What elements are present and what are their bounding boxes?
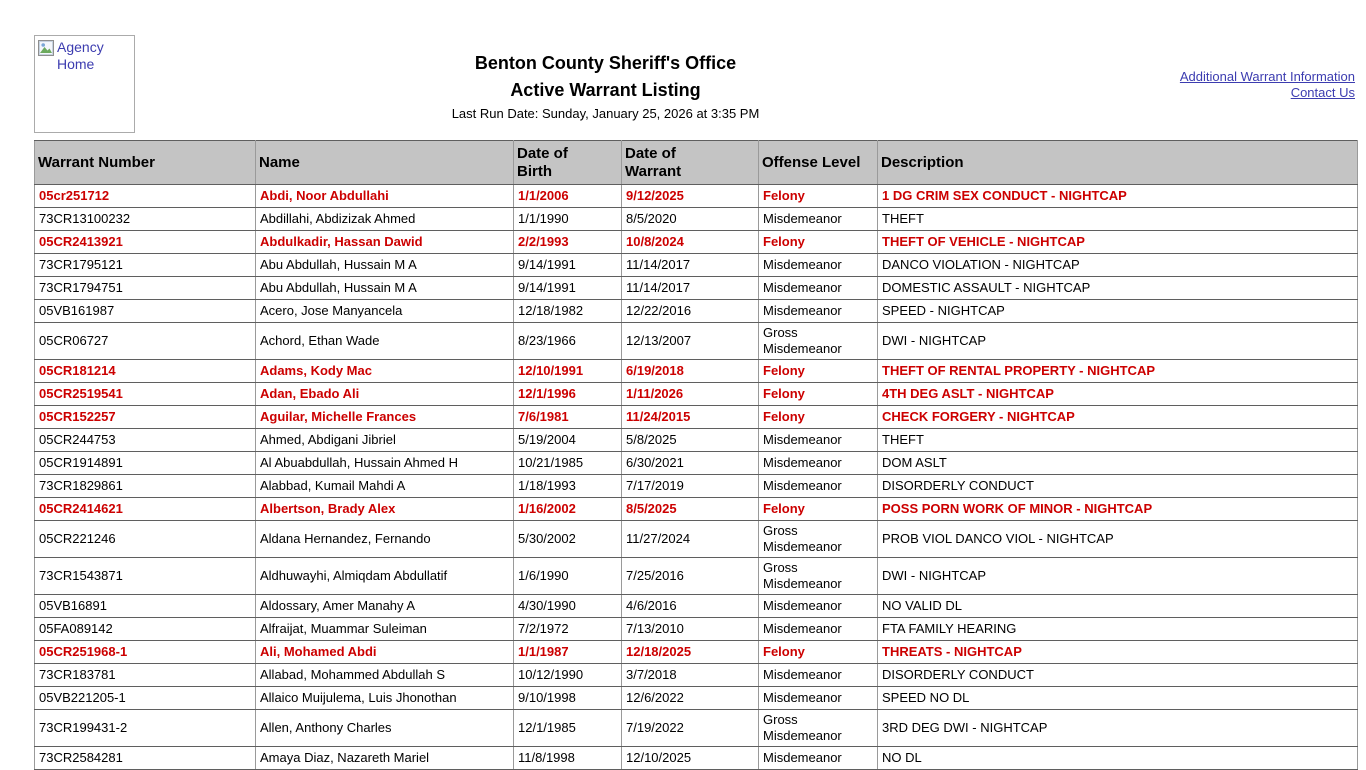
dob-cell: 10/21/1985	[514, 452, 622, 475]
warrant-date-cell: 6/30/2021	[622, 452, 759, 475]
warrant-date-cell: 12/13/2007	[622, 323, 759, 360]
table-row	[35, 641, 1358, 664]
table-row	[35, 254, 1358, 277]
warrant-number-cell: 73CR2584281	[35, 747, 256, 770]
table-row	[35, 747, 1358, 770]
warrant-date-cell: 12/22/2016	[622, 300, 759, 323]
warrant-number-cell: 05CR152257	[35, 406, 256, 429]
warrant-date-cell: 3/7/2018	[622, 664, 759, 687]
col-header-offense-level: Offense Level	[759, 141, 878, 185]
name-cell: Adams, Kody Mac	[256, 360, 514, 383]
name-cell: Albertson, Brady Alex	[256, 498, 514, 521]
warrant-date-cell: 7/13/2010	[622, 618, 759, 641]
name-cell: Ahmed, Abdigani Jibriel	[256, 429, 514, 452]
dob-cell: 2/2/1993	[514, 231, 622, 254]
table-row	[35, 475, 1358, 498]
name-cell: Abdulkadir, Hassan Dawid	[256, 231, 514, 254]
last-run-date: Last Run Date: Sunday, January 25, 2026 at 3:35 PM	[451, 106, 760, 121]
description-cell: SPEED NO DL	[878, 687, 1358, 710]
offense-level-cell: Misdemeanor	[759, 664, 878, 687]
description-cell: DWI - NIGHTCAP	[878, 323, 1358, 360]
dob-cell: 12/1/1996	[514, 383, 622, 406]
table-row	[35, 452, 1358, 475]
warrant-date-cell: 12/10/2025	[622, 747, 759, 770]
warrant-number-cell: 05VB16891	[35, 595, 256, 618]
table-row	[35, 406, 1358, 429]
table-row	[35, 231, 1358, 254]
agency-home-link[interactable]	[34, 35, 135, 133]
name-cell: Abu Abdullah, Hussain M A	[256, 277, 514, 300]
name-cell: Allen, Anthony Charles	[256, 710, 514, 747]
warrant-date-cell: 11/14/2017	[622, 254, 759, 277]
offense-level-cell: Misdemeanor	[759, 254, 878, 277]
warrant-number-cell: 05VB161987	[35, 300, 256, 323]
dob-cell: 12/1/1985	[514, 710, 622, 747]
warrant-number-cell: 05CR251968-1	[35, 641, 256, 664]
description-cell: DWI - NIGHTCAP	[878, 558, 1358, 595]
warrant-date-cell: 9/12/2025	[622, 185, 759, 208]
name-cell: Allabad, Mohammed Abdullah S	[256, 664, 514, 687]
name-cell: Al Abuabdullah, Hussain Ahmed H	[256, 452, 514, 475]
name-cell: Allaico Muijulema, Luis Jhonothan	[256, 687, 514, 710]
warrant-number-cell: 05CR2414621	[35, 498, 256, 521]
dob-cell: 1/18/1993	[514, 475, 622, 498]
table-row	[35, 277, 1358, 300]
warrant-date-cell: 7/17/2019	[622, 475, 759, 498]
offense-level-cell: Misdemeanor	[759, 208, 878, 231]
broken-image-icon	[38, 40, 54, 60]
warrant-date-cell: 8/5/2025	[622, 498, 759, 521]
table-row	[35, 429, 1358, 452]
warrant-date-cell: 1/11/2026	[622, 383, 759, 406]
table-row	[35, 618, 1358, 641]
offense-level-cell: Misdemeanor	[759, 687, 878, 710]
contact-us-link[interactable]: Contact Us	[1290, 85, 1355, 100]
offense-level-cell: Felony	[759, 185, 878, 208]
description-cell: DISORDERLY CONDUCT	[878, 475, 1358, 498]
warrant-date-cell: 11/14/2017	[622, 277, 759, 300]
table-row	[35, 323, 1358, 360]
table-row	[35, 208, 1358, 231]
offense-level-cell: Misdemeanor	[759, 452, 878, 475]
description-cell: 3RD DEG DWI - NIGHTCAP	[878, 710, 1358, 747]
warrant-date-cell: 12/18/2025	[622, 641, 759, 664]
warrant-date-cell: 12/6/2022	[622, 687, 759, 710]
offense-level-cell: Felony	[759, 231, 878, 254]
table-row	[35, 185, 1358, 208]
warrant-number-cell: 05CR2519541	[35, 383, 256, 406]
header-links	[955, 69, 1355, 101]
warrant-number-cell: 73CR13100232	[35, 208, 256, 231]
name-cell: Abu Abdullah, Hussain M A	[256, 254, 514, 277]
warrant-number-cell: 05CR244753	[35, 429, 256, 452]
warrant-table-header	[35, 141, 1358, 185]
description-cell: DOMESTIC ASSAULT - NIGHTCAP	[878, 277, 1358, 300]
table-row	[35, 595, 1358, 618]
name-cell: Alfraijat, Muammar Suleiman	[256, 618, 514, 641]
offense-level-cell: Misdemeanor	[759, 618, 878, 641]
warrant-number-cell: 73CR1543871	[35, 558, 256, 595]
warrant-number-cell: 05cr251712	[35, 185, 256, 208]
warrant-date-cell: 5/8/2025	[622, 429, 759, 452]
warrant-number-cell: 05CR221246	[35, 521, 256, 558]
dob-cell: 1/1/2006	[514, 185, 622, 208]
description-cell: POSS PORN WORK OF MINOR - NIGHTCAP	[878, 498, 1358, 521]
dob-cell: 9/14/1991	[514, 254, 622, 277]
dob-cell: 1/1/1990	[514, 208, 622, 231]
table-row	[35, 558, 1358, 595]
offense-level-cell: Gross Misdemeanor	[759, 558, 878, 595]
dob-cell: 9/14/1991	[514, 277, 622, 300]
warrant-number-cell: 05CR2413921	[35, 231, 256, 254]
name-cell: Abdillahi, Abdizizak Ahmed	[256, 208, 514, 231]
table-row	[35, 383, 1358, 406]
warrant-number-cell: 73CR1794751	[35, 277, 256, 300]
offense-level-cell: Felony	[759, 360, 878, 383]
warrant-date-cell: 11/24/2015	[622, 406, 759, 429]
description-cell: DISORDERLY CONDUCT	[878, 664, 1358, 687]
table-row	[35, 664, 1358, 687]
page-title: Benton County Sheriff's Office	[474, 53, 737, 73]
warrant-number-cell: 73CR199431-2	[35, 710, 256, 747]
description-cell: NO DL	[878, 747, 1358, 770]
dob-cell: 1/1/1987	[514, 641, 622, 664]
name-cell: Achord, Ethan Wade	[256, 323, 514, 360]
col-header-date-of-warrant: Date of Warrant	[622, 141, 759, 185]
additional-warrant-info-link[interactable]: Additional Warrant Information	[1179, 69, 1355, 84]
name-cell: Abdi, Noor Abdullahi	[256, 185, 514, 208]
col-header-name: Name	[256, 141, 514, 185]
warrant-date-cell: 8/5/2020	[622, 208, 759, 231]
dob-cell: 11/8/1998	[514, 747, 622, 770]
name-cell: Aldossary, Amer Manahy A	[256, 595, 514, 618]
warrant-date-cell: 4/6/2016	[622, 595, 759, 618]
col-header-description: Description	[878, 141, 1358, 185]
description-cell: 1 DG CRIM SEX CONDUCT - NIGHTCAP	[878, 185, 1358, 208]
warrant-number-cell: 05CR06727	[35, 323, 256, 360]
name-cell: Amaya Diaz, Nazareth Mariel	[256, 747, 514, 770]
warrant-number-cell: 05CR181214	[35, 360, 256, 383]
offense-level-cell: Misdemeanor	[759, 595, 878, 618]
description-cell: NO VALID DL	[878, 595, 1358, 618]
offense-level-cell: Misdemeanor	[759, 747, 878, 770]
header-row	[35, 141, 1358, 185]
description-cell: FTA FAMILY HEARING	[878, 618, 1358, 641]
warrant-number-cell: 73CR1795121	[35, 254, 256, 277]
table-row	[35, 687, 1358, 710]
title-block	[135, 0, 1076, 122]
col-header-date-of-birth: Date of Birth	[514, 141, 622, 185]
name-cell: Acero, Jose Manyancela	[256, 300, 514, 323]
dob-cell: 8/23/1966	[514, 323, 622, 360]
dob-cell: 4/30/1990	[514, 595, 622, 618]
name-cell: Adan, Ebado Ali	[256, 383, 514, 406]
warrant-table	[34, 140, 1358, 770]
offense-level-cell: Gross Misdemeanor	[759, 323, 878, 360]
dob-cell: 5/19/2004	[514, 429, 622, 452]
name-cell: Aldana Hernandez, Fernando	[256, 521, 514, 558]
name-cell: Aldhuwayhi, Almiqdam Abdullatif	[256, 558, 514, 595]
offense-level-cell: Misdemeanor	[759, 475, 878, 498]
col-header-warrant-number: Warrant Number	[35, 141, 256, 185]
dob-cell: 1/16/2002	[514, 498, 622, 521]
warrant-date-cell: 7/19/2022	[622, 710, 759, 747]
offense-level-cell: Gross Misdemeanor	[759, 521, 878, 558]
name-cell: Ali, Mohamed Abdi	[256, 641, 514, 664]
offense-level-cell: Felony	[759, 383, 878, 406]
offense-level-cell: Felony	[759, 641, 878, 664]
dob-cell: 10/12/1990	[514, 664, 622, 687]
offense-level-cell: Gross Misdemeanor	[759, 710, 878, 747]
warrant-number-cell: 05FA089142	[35, 618, 256, 641]
warrant-table-body	[35, 185, 1358, 770]
description-cell: CHECK FORGERY - NIGHTCAP	[878, 406, 1358, 429]
table-row	[35, 360, 1358, 383]
warrant-number-cell: 73CR183781	[35, 664, 256, 687]
description-cell: THEFT OF VEHICLE - NIGHTCAP	[878, 231, 1358, 254]
dob-cell: 7/6/1981	[514, 406, 622, 429]
description-cell: THEFT OF RENTAL PROPERTY - NIGHTCAP	[878, 360, 1358, 383]
description-cell: SPEED - NIGHTCAP	[878, 300, 1358, 323]
table-row	[35, 498, 1358, 521]
dob-cell: 12/18/1982	[514, 300, 622, 323]
offense-level-cell: Misdemeanor	[759, 277, 878, 300]
warrant-number-cell: 05CR1914891	[35, 452, 256, 475]
description-cell: THEFT	[878, 429, 1358, 452]
table-row	[35, 521, 1358, 558]
table-row	[35, 300, 1358, 323]
agency-home-label: Agency Home	[57, 39, 104, 72]
dob-cell: 7/2/1972	[514, 618, 622, 641]
dob-cell: 12/10/1991	[514, 360, 622, 383]
offense-level-cell: Felony	[759, 406, 878, 429]
page-header	[0, 0, 1366, 140]
warrant-date-cell: 6/19/2018	[622, 360, 759, 383]
warrant-date-cell: 11/27/2024	[622, 521, 759, 558]
table-row	[35, 710, 1358, 747]
description-cell: DANCO VIOLATION - NIGHTCAP	[878, 254, 1358, 277]
warrant-date-cell: 10/8/2024	[622, 231, 759, 254]
dob-cell: 5/30/2002	[514, 521, 622, 558]
offense-level-cell: Misdemeanor	[759, 429, 878, 452]
dob-cell: 1/6/1990	[514, 558, 622, 595]
warrant-number-cell: 73CR1829861	[35, 475, 256, 498]
description-cell: THREATS - NIGHTCAP	[878, 641, 1358, 664]
warrant-date-cell: 7/25/2016	[622, 558, 759, 595]
name-cell: Alabbad, Kumail Mahdi A	[256, 475, 514, 498]
description-cell: 4TH DEG ASLT - NIGHTCAP	[878, 383, 1358, 406]
page-subtitle: Active Warrant Listing	[510, 80, 701, 100]
description-cell: DOM ASLT	[878, 452, 1358, 475]
name-cell: Aguilar, Michelle Frances	[256, 406, 514, 429]
description-cell: PROB VIOL DANCO VIOL - NIGHTCAP	[878, 521, 1358, 558]
description-cell: THEFT	[878, 208, 1358, 231]
offense-level-cell: Felony	[759, 498, 878, 521]
dob-cell: 9/10/1998	[514, 687, 622, 710]
offense-level-cell: Misdemeanor	[759, 300, 878, 323]
warrant-number-cell: 05VB221205-1	[35, 687, 256, 710]
